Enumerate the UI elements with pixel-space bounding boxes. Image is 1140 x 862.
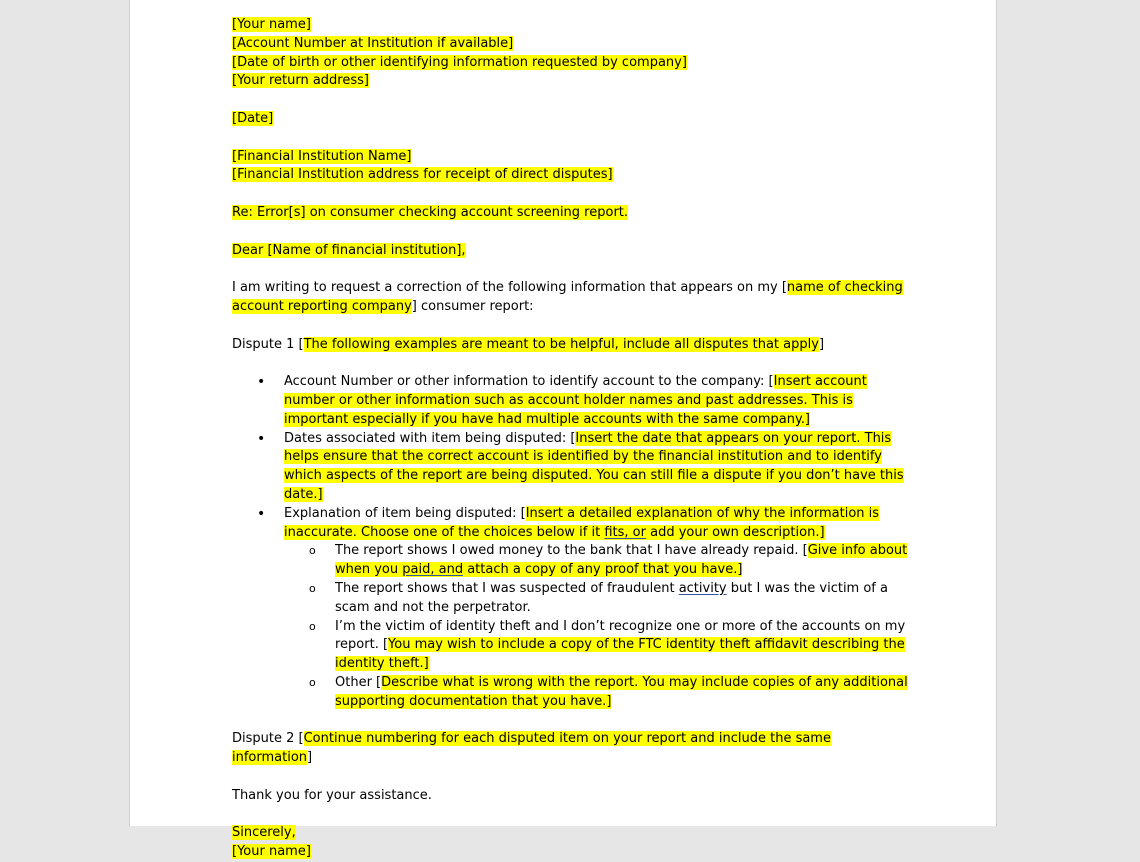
- institution-name: [Financial Institution Name]: [232, 148, 412, 164]
- salutation: Dear [Name of financial institution],: [232, 242, 466, 258]
- institution-address: [Financial Institution address for receipt of direct disputes]: [232, 167, 613, 183]
- intro-paragraph: I am writing to request a correction of the following information that appears on my [name of checking account reporting company] consumer report:: [232, 280, 903, 314]
- signature-name: [Your name]: [232, 844, 311, 860]
- dispute-1-heading: Dispute 1 [The following examples are meant to be helpful, include all disputes that apply]: [232, 336, 825, 352]
- sublist-item: o I’m the victim of identity theft and I don’t recognize one or more of the accounts on my report. [You may wish to include a copy of the FTC identity theft affidavit describing the identity theft.]: [232, 618, 912, 674]
- list-item: • Dates associated with item being disputed: [Insert the date that appears on your report. This helps ensure that the correct account is identified by the financial institution and to identify which aspects of the report are being disputed. You can still file a dispute if you don’t have this date.]: [232, 430, 912, 505]
- sign-off: Sincerely,: [232, 825, 296, 841]
- dispute-2-heading: Dispute 2 [Continue numbering for each disputed item on your report and include the same information]: [232, 731, 831, 766]
- dispute-1-sublist: [232, 542, 912, 711]
- sublist-item: o Other [Describe what is wrong with the report. You may include copies of any additional supporting documentation that you have.]: [232, 674, 912, 712]
- date-of-birth: [Date of birth or other identifying information requested by company]: [232, 54, 687, 70]
- dispute-1-list: [232, 373, 912, 542]
- list-item: • Explanation of item being disputed: [Insert a detailed explanation of why the information is inaccurate. Choose one of the choices below if it fits, or add your own description.]: [232, 505, 912, 543]
- letter-date: [Date]: [232, 110, 274, 126]
- thanks-line: Thank you for your assistance.: [232, 787, 432, 803]
- re-line: Re: Error[s] on consumer checking account screening report.: [232, 204, 629, 220]
- letter-body[interactable]: [232, 16, 912, 862]
- list-item: • Account Number or other information to identify account to the company: [Insert account number or other information such as account holder names and past addresses. This is important especially if you have had multiple accounts with the same company.]: [232, 373, 912, 429]
- document-page: [129, 0, 997, 860]
- return-address: [Your return address]: [232, 73, 369, 89]
- account-number: [Account Number at Institution if available]: [232, 35, 514, 51]
- sender-name: [Your name]: [232, 17, 311, 32]
- sublist-item: o The report shows I owed money to the bank that I have already repaid. [Give info about when you paid, and attach a copy of any proof that you have.]: [232, 542, 912, 580]
- sublist-item: o The report shows that I was suspected of fraudulent activity but I was the victim of a scam and not the perpetrator.: [232, 580, 912, 618]
